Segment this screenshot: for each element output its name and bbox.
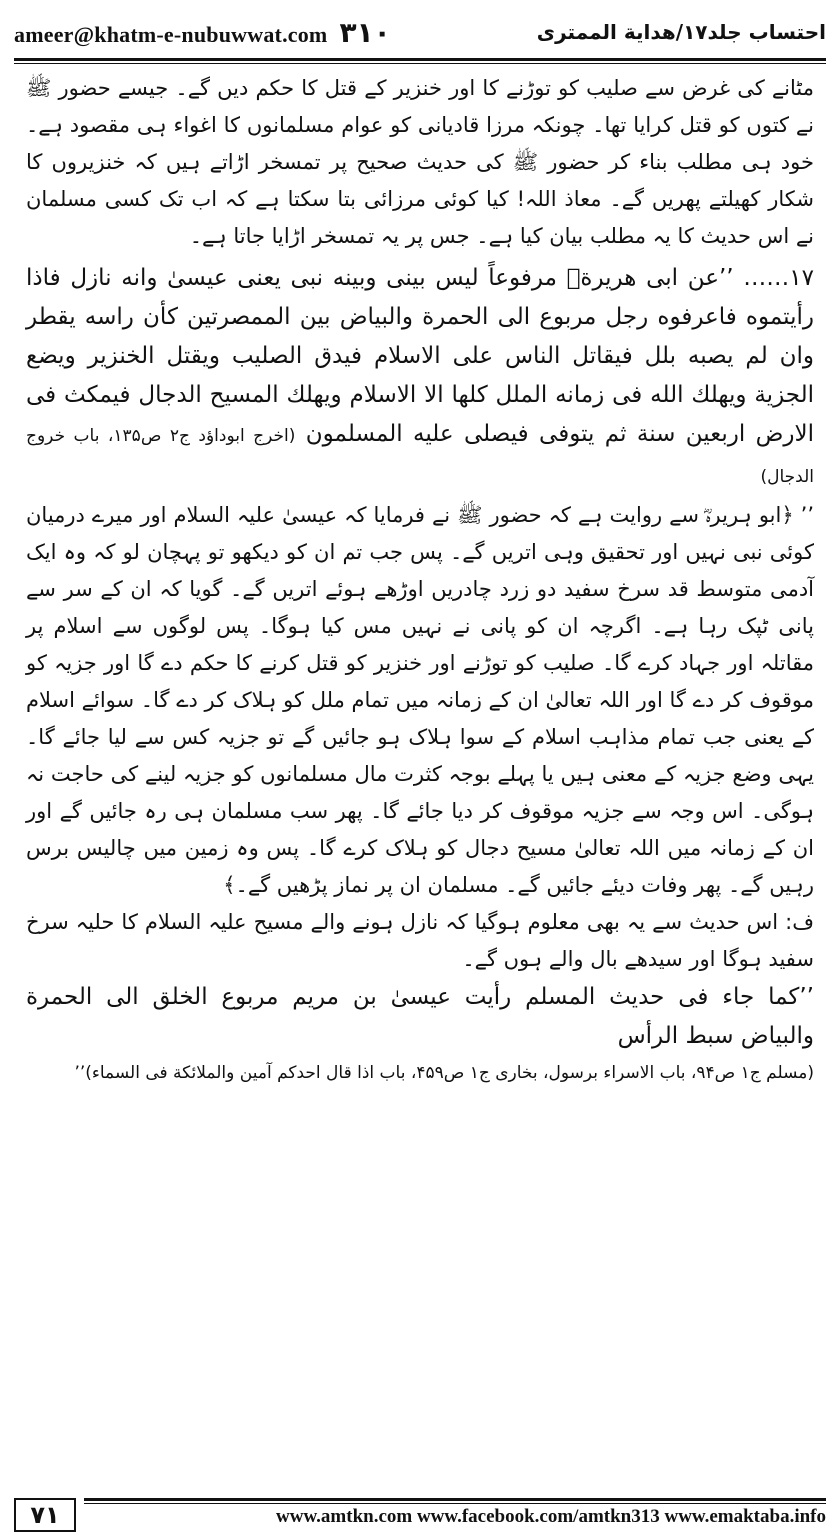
page-header xyxy=(14,10,826,54)
footer-rule-thick xyxy=(84,1498,826,1501)
page-body xyxy=(26,70,814,1090)
muslim-citation: (مسلم ج۱ ص۹۴، باب الاسراء برسول، بخارى ج۱ ص۴۵۹، باب اذا قال احدكم آمين والملائكة فى السماء)’’ xyxy=(74,1063,814,1083)
header-page-number: ۳۱۰ xyxy=(339,15,391,49)
header-email: ameer@khatm-e-nubuwwat.com xyxy=(14,21,328,47)
footer-rule-thin xyxy=(84,1503,826,1504)
note-paragraph: ف: اس حدیث سے یہ بھی معلوم ہوگیا کہ نازل ہونے والے مسیح علیہ السلام کا حلیہ سرخ سفید ہوگا اور سیدھے بال والے ہوں گے۔ xyxy=(26,910,814,971)
header-rule-thick xyxy=(14,58,826,61)
header-rule-thin xyxy=(14,63,826,64)
paragraph-1: مٹانے کی غرض سے صلیب کو توڑنے کا اور خنزیر کے قتل کا حکم دیں گے۔ جیسے حضور ﷺ نے کتوں کو قتل کرایا تھا۔ چونکہ مرزا قادیانی کو عوام مسلمانوں کا اغواء ہی مقصود ہے۔ خود ہی مطلب بناء کر حضور ﷺ کی حدیث صحیح پر تمسخر اڑاتے ہیں کہ خنزیروں کا شکار کھیلتے پھریں گے۔ معاذ اللہ! کیا کوئی مرزائی بتا سکتا ہے کہ اب تک کسی مسلمان نے اس حدیث کا یہ مطلب بیان کیا ہے۔ جس پر یہ تمسخر اڑایا جاتا ہے۔ xyxy=(26,76,814,248)
hadith-urdu-translation: ’’ ﴿ابو ہریرہؓ سے روایت ہے کہ حضور ﷺ نے فرمایا کہ عیسیٰ علیہ السلام اور میرے درمیان کوئی نبی نہیں اور تحقیق وہی اتریں گے۔ پس جب تم ان کو دیکھو تو پہچان لو کہ وہ ایک آدمی متوسط قد سرخ سفید دو زرد چادریں اوڑھے ہوئے اتریں گے۔ گویا کہ ان کے سر سے پانی ٹپک رہا ہے۔ اگرچہ ان کو پانی نے نہیں مس کیا ہوگا۔ پس لوگوں سے اسلام پر مقاتلہ اور جہاد کرے گا۔ صلیب کو توڑنے اور خنزیر کو قتل کرنے کا حکم دے گا اور جزیہ کو موقوف کر دے گا اور اللہ تعالیٰ ان کے زمانہ میں تمام ملل کو ہلاک کر دے گا۔ سوائے اسلام کے یعنی جب تمام مذاہب اسلام کے سوا ہلاک ہو جائیں گے تو جزیہ کس سے لیا جائے گا۔ یہی وضع جزیہ کے معنی ہیں یا پہلے بوجہ کثرت مال مسلمانوں کو جزیہ لینے کی حاجت نہ ہوگی۔ اس وجہ سے جزیہ موقوف کر دیا جائے گا۔ پھر سب مسلمان ہی رہ جائیں گے اور ان کے زمانہ میں اللہ تعالیٰ مسیح دجال کو ہلاک کرے گا۔ پس وہ زمین میں چالیس برس رہیں گے۔ پھر وفات دیئے جائیں گے۔ مسلمان ان پر نماز پڑھیں گے۔﴾ xyxy=(26,503,814,897)
footer-page-number: ۷۱ xyxy=(14,1498,76,1532)
footer-links[interactable]: www.amtkn.com www.facebook.com/amtkn313 www.emaktaba.info xyxy=(276,1506,826,1527)
header-left xyxy=(14,16,391,49)
hadith-arabic-body: ۱۷…… ’’عن ابى هريرةؓ مرفوعاً ليس بينى وبينه نبى يعنى عيسىٰ وانه نازل فاذا رأيتموه فاعرفوه رجل مربوع الى الحمرة والبياض بين الممصرتين كأن راسه يقطر وان لم يصبه بلل فيقاتل الناس على الاسلام فيدق الصليب ويقتل الخنزير ويضع الجزية ويهلك الله فى زمانه الملل كلها الا الاسلام ويهلك المسيح الدجال فيمكث فى الارض اربعين سنة ثم يتوفى فيصلى عليه المسلمون xyxy=(26,265,815,447)
hadith-arabic-text xyxy=(26,259,814,497)
header-title: احتساب جلد۱۷/هداية الممترى xyxy=(536,20,826,44)
hadith-citation: (اخرج ابوداؤد ج۲ ص۱۳۵، باب خروج الدجال) xyxy=(26,426,814,487)
page-footer xyxy=(14,1498,826,1532)
muslim-hadith-arabic: ’’كما جاء فى حديث المسلم رأيت عيسىٰ بن مريم مربوع الخلق الى الحمرة والبياض سبط الرأس xyxy=(26,984,814,1049)
